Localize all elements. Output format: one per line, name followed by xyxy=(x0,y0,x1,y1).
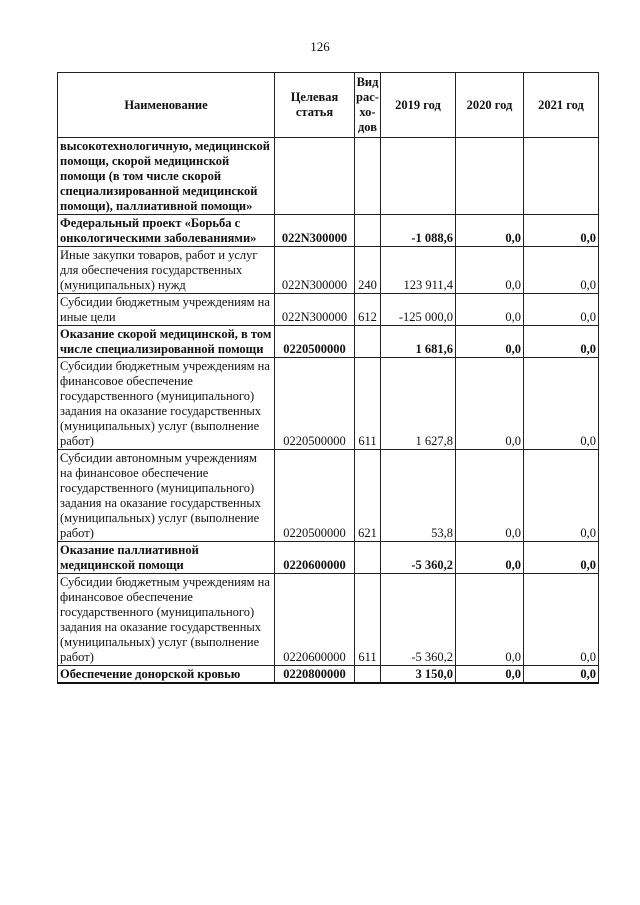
row-2019: 3 150,0 xyxy=(381,666,456,684)
row-2020: 0,0 xyxy=(456,574,524,666)
row-name: Федеральный проект «Борьба с онкологическими заболеваниями» xyxy=(58,215,275,247)
header-2021: 2021 год xyxy=(524,73,599,138)
row-code: 022N300000 xyxy=(275,247,355,294)
row-name: Иные закупки товаров, работ и услуг для обеспечения государственных (муниципальных) нужд xyxy=(58,247,275,294)
row-2021: 0,0 xyxy=(524,247,599,294)
row-code: 0220600000 xyxy=(275,542,355,574)
row-code: 0220600000 xyxy=(275,574,355,666)
table-row xyxy=(58,666,599,684)
row-2019: -125 000,0 xyxy=(381,294,456,326)
row-2020 xyxy=(456,138,524,215)
row-code: 022N300000 xyxy=(275,294,355,326)
row-2021: 0,0 xyxy=(524,574,599,666)
row-type: 611 xyxy=(355,358,381,450)
row-2019: -1 088,6 xyxy=(381,215,456,247)
row-2021 xyxy=(524,138,599,215)
row-code: 022N300000 xyxy=(275,215,355,247)
row-2021: 0,0 xyxy=(524,294,599,326)
table-row xyxy=(58,450,599,542)
table-row xyxy=(58,215,599,247)
header-code: Целевая статья xyxy=(275,73,355,138)
table-row xyxy=(58,138,599,215)
row-name: Оказание скорой медицинской, в том числе специализированной помощи xyxy=(58,326,275,358)
row-name: Субсидии бюджетным учреждениям на иные цели xyxy=(58,294,275,326)
row-type xyxy=(355,215,381,247)
row-2021: 0,0 xyxy=(524,542,599,574)
row-name: Субсидии бюджетным учреждениям на финансовое обеспечение государственного (муниципального) задания на оказание государственных (муниципальных) услуг (выполнение работ) xyxy=(58,358,275,450)
row-name: высокотехнологичную, медицинской помощи, скорой медицинской помощи (в том числе скорой специализированной медицинской помощи), паллиативной помощи» xyxy=(58,138,275,215)
table-row xyxy=(58,247,599,294)
row-2021: 0,0 xyxy=(524,666,599,684)
row-2019: -5 360,2 xyxy=(381,574,456,666)
budget-table xyxy=(57,72,599,684)
row-name: Оказание паллиативной медицинской помощи xyxy=(58,542,275,574)
row-name: Субсидии автономным учреждениям на финансовое обеспечение государственного (муниципального) задания на оказание государственных (муниципальных) услуг (выполнение работ) xyxy=(58,450,275,542)
header-type: Вид рас-хо-дов xyxy=(355,73,381,138)
row-type xyxy=(355,138,381,215)
row-2019: 123 911,4 xyxy=(381,247,456,294)
row-code: 0220500000 xyxy=(275,358,355,450)
header-name: Наименование xyxy=(58,73,275,138)
row-2021: 0,0 xyxy=(524,215,599,247)
row-code: 0220500000 xyxy=(275,450,355,542)
table-row xyxy=(58,574,599,666)
row-2020: 0,0 xyxy=(456,666,524,684)
row-2020: 0,0 xyxy=(456,450,524,542)
table-row xyxy=(58,542,599,574)
row-2020: 0,0 xyxy=(456,326,524,358)
header-2020: 2020 год xyxy=(456,73,524,138)
table-row xyxy=(58,294,599,326)
row-2020: 0,0 xyxy=(456,294,524,326)
row-2019: 1 627,8 xyxy=(381,358,456,450)
row-2020: 0,0 xyxy=(456,247,524,294)
row-2020: 0,0 xyxy=(456,215,524,247)
row-type: 611 xyxy=(355,574,381,666)
row-2019: 53,8 xyxy=(381,450,456,542)
row-2020: 0,0 xyxy=(456,358,524,450)
row-code: 0220800000 xyxy=(275,666,355,684)
row-type: 612 xyxy=(355,294,381,326)
row-2021: 0,0 xyxy=(524,358,599,450)
row-type xyxy=(355,326,381,358)
header-2019: 2019 год xyxy=(381,73,456,138)
header-row xyxy=(58,73,599,138)
row-2019: -5 360,2 xyxy=(381,542,456,574)
row-type: 621 xyxy=(355,450,381,542)
table-row xyxy=(58,358,599,450)
row-type: 240 xyxy=(355,247,381,294)
table-body xyxy=(58,138,599,684)
row-2021: 0,0 xyxy=(524,450,599,542)
row-name: Субсидии бюджетным учреждениям на финансовое обеспечение государственного (муниципального) задания на оказание государственных (муниципальных) услуг (выполнение работ) xyxy=(58,574,275,666)
page-number: 126 xyxy=(310,39,330,54)
row-type xyxy=(355,666,381,684)
row-2021: 0,0 xyxy=(524,326,599,358)
row-2019 xyxy=(381,138,456,215)
row-code: 0220500000 xyxy=(275,326,355,358)
row-code xyxy=(275,138,355,215)
row-name: Обеспечение донорской кровью xyxy=(58,666,275,684)
row-2019: 1 681,6 xyxy=(381,326,456,358)
row-type xyxy=(355,542,381,574)
table-row xyxy=(58,326,599,358)
row-2020: 0,0 xyxy=(456,542,524,574)
